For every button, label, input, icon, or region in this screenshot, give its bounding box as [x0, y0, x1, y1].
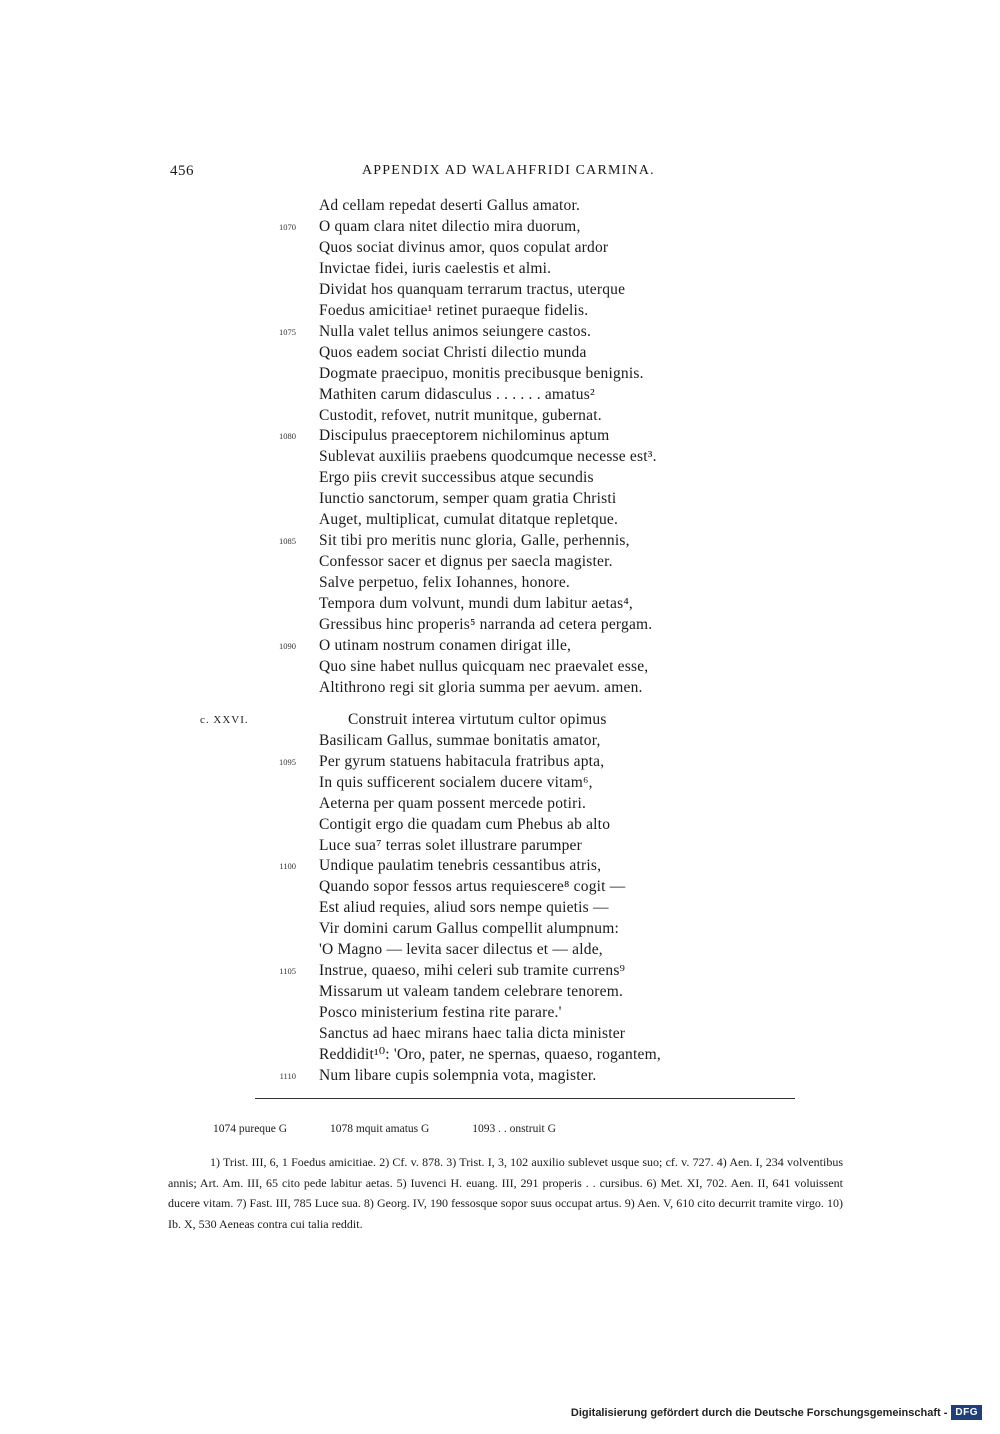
verse-line: Nulla valet tellus animos seiungere castos.: [319, 323, 592, 340]
verse-line: Ad cellam repedat deserti Gallus amator.: [319, 197, 581, 214]
verse-line: Missarum ut valeam tandem celebrare tenorem.: [319, 983, 624, 1000]
line-number: 1070: [279, 222, 296, 232]
variant-readings: [213, 1120, 596, 1138]
line-number: 1095: [279, 757, 296, 767]
variant-reading: 1093 . . onstruit G: [472, 1123, 556, 1135]
verse-line: Luce sua⁷ terras solet illustrare parumper: [319, 837, 582, 854]
verse-line: Salve perpetuo, felix Iohannes, honore.: [319, 574, 570, 591]
verse-line: Num libare cupis solempnia vota, magister.: [319, 1067, 597, 1084]
verse-line: Vir domini carum Gallus compellit alumpnum:: [319, 920, 619, 937]
verse-line: Est aliud requies, aliud sors nempe quietis —: [319, 899, 609, 916]
footnotes: 1) Trist. III, 6, 1 Foedus amicitiae. 2) Cf. v. 878. 3) Trist. I, 3, 102 auxilio sublevet usque suo; cf. v. 727. 4) Aen. I, 234 volventibus annis; Art. Am. III, 65 cito pede labitur aetas. 5) Iuvenci H. euang. III, 291 properis . . cursibus. 6) Met. XI, 702. Aen. II, 641 voluissent ducere vitam. 7) Fast. III, 785 Luce sua. 8) Georg. IV, 190 fessosque sopor suus occupat artus. 9) Aen. V, 610 cito decurrit tramite virgo. 10) Ib. X, 530 Aeneas contra cui talia reddit.: [168, 1155, 843, 1231]
line-number: 1110: [279, 1071, 296, 1081]
dfg-logo: DFG: [951, 1405, 982, 1420]
verse-line: Custodit, refovet, nutrit munitque, gubernat.: [319, 407, 602, 424]
verse-line: Invictae fidei, iuris caelestis et almi.: [319, 260, 552, 277]
verse-line: Aeterna per quam possent mercede potiri.: [319, 795, 587, 812]
verse-line: O quam clara nitet dilectio mira duorum,: [319, 218, 581, 235]
verse-line: In quis sufficerent socialem ducere vitam⁶,: [319, 774, 593, 791]
verse-line: Posco ministerium festina rite parare.': [319, 1004, 562, 1021]
verse-line: Foedus amicitiae¹ retinet puraeque fidelis.: [319, 302, 589, 319]
verse-line: Altithrono regi sit gloria summa per aevum. amen.: [319, 679, 643, 696]
line-number: 1090: [279, 641, 296, 651]
verse-line: Basilicam Gallus, summae bonitatis amator,: [319, 732, 601, 749]
verse-line: Confessor sacer et dignus per saecla magister.: [319, 553, 613, 570]
verse-line: Tempora dum volvunt, mundi dum labitur aetas⁴,: [319, 595, 633, 612]
variant-reading: 1078 mquit amatus G: [329, 1123, 430, 1135]
verse-line: Discipulus praeceptorem nichilominus aptum: [319, 427, 610, 444]
verse-line: Undique paulatim tenebris cessantibus atris,: [319, 857, 602, 874]
verse-line: Quando sopor fessos artus requiescere⁸ cogit —: [319, 878, 626, 895]
verse-line: Dividat hos quanquam terrarum tractus, uterque: [319, 281, 626, 298]
verse-line: Dogmate praecipuo, monitis precibusque benignis.: [319, 365, 644, 382]
line-number: 1100: [279, 861, 296, 871]
line-number: 1080: [279, 431, 296, 441]
verse-line: Reddidit¹⁰: 'Oro, pater, ne spernas, quaeso, rogantem,: [319, 1046, 661, 1063]
dfg-credit-text: Digitalisierung gefördert durch die Deutsche Forschungsgemeinschaft -: [570, 1406, 948, 1419]
verse-line: Per gyrum statuens habitacula fratribus apta,: [319, 753, 605, 770]
footnote-divider: [255, 1098, 795, 1099]
verse-line: Iunctio sanctorum, semper quam gratia Christi: [319, 490, 617, 507]
verse-line: Instrue, quaeso, mihi celeri sub tramite currens⁹: [319, 962, 626, 979]
verse-line: O utinam nostrum conamen dirigat ille,: [319, 637, 572, 654]
page-number: 456: [170, 163, 194, 179]
verse-line: Sanctus ad haec mirans haec talia dicta minister: [319, 1025, 626, 1042]
chapter-marker: c. XXVI.: [200, 714, 249, 726]
verse-line: Quos eadem sociat Christi dilectio munda: [319, 344, 587, 361]
verse-line: Ergo piis crevit successibus atque secundis: [319, 469, 594, 486]
dfg-credit: [571, 1405, 982, 1420]
verse-line: Sit tibi pro meritis nunc gloria, Galle, perhennis,: [319, 532, 630, 549]
variant-reading: 1074 pureque G: [213, 1123, 288, 1135]
verse-line: Quo sine habet nullus quicquam nec praevalet esse,: [319, 658, 649, 675]
verse-line: Gressibus hinc properis⁵ narranda ad cetera pergam.: [319, 616, 653, 633]
verse-line: Auget, multiplicat, cumulat ditatque repletque.: [319, 511, 619, 528]
running-title: APPENDIX AD WALAHFRIDI CARMINA.: [362, 163, 655, 178]
line-number: 1075: [279, 327, 296, 337]
verse-line: 'O Magno — levita sacer dilectus et — alde,: [319, 941, 603, 958]
verse-line: Mathiten carum didasculus . . . . . . amatus²: [319, 386, 595, 403]
line-number: 1085: [279, 536, 296, 546]
verse-line: Sublevat auxiliis praebens quodcumque necesse est³.: [319, 448, 657, 465]
line-number: 1105: [279, 966, 296, 976]
verse-line: Construit interea virtutum cultor opimus: [348, 711, 607, 728]
verse-line: Quos sociat divinus amor, quos copulat ardor: [319, 239, 609, 256]
verse-line: Contigit ergo die quadam cum Phebus ab alto: [319, 816, 611, 833]
